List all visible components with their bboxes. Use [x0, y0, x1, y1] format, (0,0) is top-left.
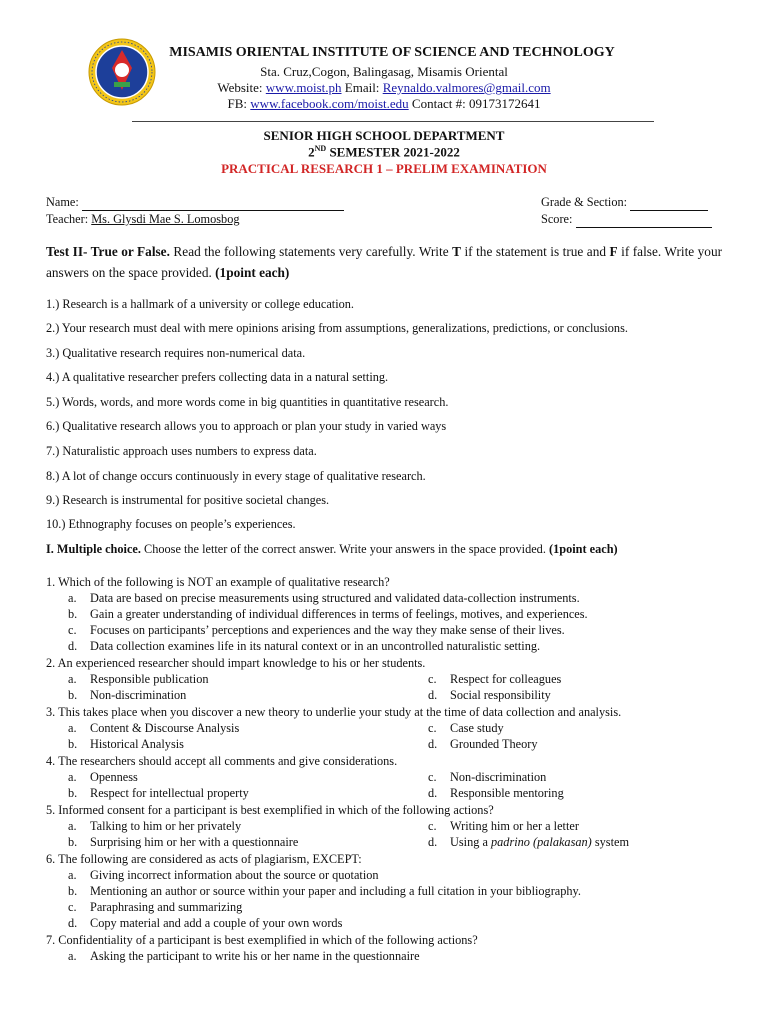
choice-d: [428, 737, 538, 752]
choice-text: Historical Analysis: [90, 737, 184, 751]
test2-heading: Test II- True or False.: [46, 244, 170, 259]
choice-letter: b.: [68, 835, 78, 849]
choice-d: [428, 835, 629, 850]
test2-instruction-b: if the statement is true and: [464, 244, 606, 259]
email-link[interactable]: Reynaldo.valmores@gmail.com: [382, 80, 551, 95]
grade-section-field: [541, 195, 708, 211]
choice-text: Gain a greater understanding of individual differences in terms of feelings, motives, and experiences.: [90, 607, 588, 621]
mc-instructions: [46, 542, 618, 557]
choice-text: Giving incorrect information about the source or quotation: [90, 868, 379, 882]
choice-text: Case study: [450, 721, 504, 735]
choice-a: [68, 770, 138, 785]
choice-letter: a.: [68, 819, 77, 833]
choice-a: [68, 819, 241, 834]
choice-letter: d.: [428, 688, 438, 702]
choice-text: Social responsibility: [450, 688, 551, 702]
choice-text: Writing him or her a letter: [450, 819, 579, 833]
email-label: Email:: [344, 80, 380, 95]
choice-letter: c.: [428, 721, 437, 735]
choice-letter: d.: [68, 916, 78, 930]
choice-text: Grounded Theory: [450, 737, 538, 751]
name-label: Name:: [46, 195, 79, 209]
tf-item: 1.) Research is a hallmark of a university or college education.: [46, 297, 354, 311]
score-blank[interactable]: [576, 212, 712, 228]
question-stem: 1. Which of the following is NOT an example of qualitative research?: [46, 575, 390, 589]
tf-item: 5.) Words, words, and more words come in big quantities in quantitative research.: [46, 395, 449, 409]
exam-title: PRACTICAL RESEARCH 1 – PRELIM EXAMINATION: [221, 161, 547, 176]
website-label: Website:: [217, 80, 263, 95]
choice-letter: b.: [68, 688, 78, 702]
tf-item: 8.) A lot of change occurs continuously in every stage of qualitative research.: [46, 469, 426, 483]
facebook-link[interactable]: www.facebook.com/moist.edu: [250, 96, 409, 111]
mc-heading: I. Multiple choice.: [46, 542, 141, 556]
choice-a: [68, 672, 209, 687]
choice-text: Using a: [450, 835, 488, 849]
choice-c: [428, 721, 504, 736]
choice-d: [428, 688, 551, 703]
choice-letter: d.: [428, 786, 438, 800]
choice-letter: b.: [68, 884, 78, 898]
choice-text: Surprising him or her with a questionnaire: [90, 835, 299, 849]
test2-instructions: [46, 241, 722, 283]
tf-item: 4.) A qualitative researcher prefers collecting data in a natural setting.: [46, 370, 389, 384]
choice-letter: a.: [68, 721, 77, 735]
choice-letter: a.: [68, 672, 77, 686]
test2-instruction-c: if: [621, 244, 630, 259]
choice-text: Mentioning an author or source within your paper and including a full citation in your bibliography.: [90, 884, 581, 898]
true-letter: T: [452, 244, 461, 259]
choice-c: [68, 623, 565, 638]
teacher-name: Ms. Glysdi Mae S. Lomosbog: [91, 212, 240, 226]
choice-a: [68, 868, 379, 883]
choice-text: Data collection examines life in its natural context or in an uncontrolled naturalistic setting.: [90, 639, 541, 653]
semester-title: [0, 144, 768, 160]
choice-text: Non-discrimination: [450, 770, 547, 784]
question-stem: 4. The researchers should accept all comments and give considerations.: [46, 754, 398, 768]
choice-text: system: [594, 835, 630, 849]
choice-a: [68, 721, 239, 736]
choice-letter: a.: [68, 949, 77, 963]
choice-text: Respect for colleagues: [450, 672, 562, 686]
choice-c: [428, 819, 579, 834]
choice-a: [68, 949, 420, 964]
choice-text: Copy material and add a couple of your own words: [90, 916, 343, 930]
tf-item: 2.) Your research must deal with mere opinions arising from assumptions, generalizations, predictions, or conclusions.: [46, 321, 628, 335]
choice-letter: a.: [68, 591, 77, 605]
fb-label: FB:: [227, 96, 248, 111]
choice-text: Openness: [90, 770, 138, 784]
score-label: Score:: [541, 212, 573, 226]
mc-points: (1point each): [548, 542, 618, 556]
teacher-field: [46, 212, 240, 227]
grade-section-label: Grade & Section:: [541, 195, 628, 209]
question-stem: 2. An experienced researcher should impart knowledge to his or her students.: [46, 656, 426, 670]
institution-name: MISAMIS ORIENTAL INSTITUTE OF SCIENCE AND TECHNOLOGY: [169, 45, 615, 60]
choice-letter: c.: [428, 819, 437, 833]
choice-c: [428, 672, 561, 687]
score-field: [541, 212, 712, 228]
question-stem: 6. The following are considered as acts of plagiarism, EXCEPT:: [46, 852, 362, 866]
choice-letter: a.: [68, 868, 77, 882]
choice-text: Responsible publication: [90, 672, 209, 686]
choice-letter: a.: [68, 770, 77, 784]
choice-letter: b.: [68, 786, 78, 800]
choice-b: [68, 737, 184, 752]
choice-text: Talking to him or her privately: [90, 819, 242, 833]
choice-b: [68, 835, 298, 850]
fb-contact-line: [0, 96, 768, 112]
choice-letter: b.: [68, 607, 78, 621]
choice-text: Content & Discourse Analysis: [90, 721, 240, 735]
question-stem: 7. Confidentiality of a participant is best exemplified in which of the following actions?: [46, 933, 478, 947]
choice-c: [68, 900, 242, 915]
tf-item: 10.) Ethnography focuses on people’s experiences.: [46, 517, 296, 531]
test2-instruction-line2: false. Write your answers on the space provided.: [46, 244, 723, 280]
name-blank[interactable]: [82, 195, 344, 211]
contact-number: Contact #: 09173172641: [411, 96, 541, 111]
choice-b: [68, 786, 249, 801]
teacher-label: Teacher:: [46, 212, 89, 226]
choice-text: Asking the participant to write his or her name in the questionnaire: [90, 949, 420, 963]
choice-letter: c.: [68, 900, 77, 914]
choice-text-italic: padrino (palakasan): [491, 835, 592, 849]
choice-d: [68, 639, 540, 654]
test2-instruction-a: Read the following statements very carefully. Write: [173, 244, 449, 259]
tf-item: 9.) Research is instrumental for positive societal changes.: [46, 493, 330, 507]
semester-year: SEMESTER 2021-2022: [329, 144, 460, 160]
question-stem: 5. Informed consent for a participant is best exemplified in which of the following actions?: [46, 803, 494, 817]
choice-d: [428, 786, 564, 801]
choice-b: [68, 884, 581, 899]
choice-text: Non-discrimination: [90, 688, 187, 702]
choice-letter: b.: [68, 737, 78, 751]
header-divider: [132, 121, 654, 122]
institution-address: Sta. Cruz,Cogon, Balingasag, Misamis Oriental: [260, 64, 508, 79]
website-link[interactable]: www.moist.ph: [265, 80, 342, 95]
choice-b: [68, 607, 588, 622]
semester-suffix: ND: [314, 144, 327, 153]
mc-instruction-text: Choose the letter of the correct answer. Write your answers in the space provided.: [144, 542, 546, 556]
department-title: SENIOR HIGH SCHOOL DEPARTMENT: [263, 128, 505, 143]
choice-text: Respect for intellectual property: [90, 786, 249, 800]
choice-c: [428, 770, 546, 785]
choice-letter: c.: [428, 770, 437, 784]
choice-letter: d.: [68, 639, 78, 653]
website-email-line: [0, 80, 768, 96]
tf-item: 3.) Qualitative research requires non-numerical data.: [46, 346, 306, 360]
choice-letter: d.: [428, 835, 438, 849]
tf-item: 7.) Naturalistic approach uses numbers to express data.: [46, 444, 317, 458]
name-field: [46, 195, 344, 211]
choice-text: Paraphrasing and summarizing: [90, 900, 243, 914]
semester-number: 2: [308, 144, 315, 160]
choice-text: Focuses on participants’ perceptions and experiences and the way they make sense of their lives.: [90, 623, 565, 637]
choice-b: [68, 688, 186, 703]
choice-text: Responsible mentoring: [450, 786, 564, 800]
tf-item: 6.) Qualitative research allows you to approach or plan your study in varied ways: [46, 419, 447, 433]
false-letter: F: [609, 244, 618, 259]
choice-letter: c.: [68, 623, 77, 637]
choice-d: [68, 916, 342, 931]
choice-text: Data are based on precise measurements using structured and validated data-collection instruments.: [90, 591, 580, 605]
question-stem: 3. This takes place when you discover a new theory to underlie your study at the time of data collection and analysis.: [46, 705, 622, 719]
test2-points: (1point each): [215, 265, 290, 280]
grade-section-blank[interactable]: [630, 195, 708, 211]
choice-letter: d.: [428, 737, 438, 751]
choice-letter: c.: [428, 672, 437, 686]
choice-a: [68, 591, 580, 606]
